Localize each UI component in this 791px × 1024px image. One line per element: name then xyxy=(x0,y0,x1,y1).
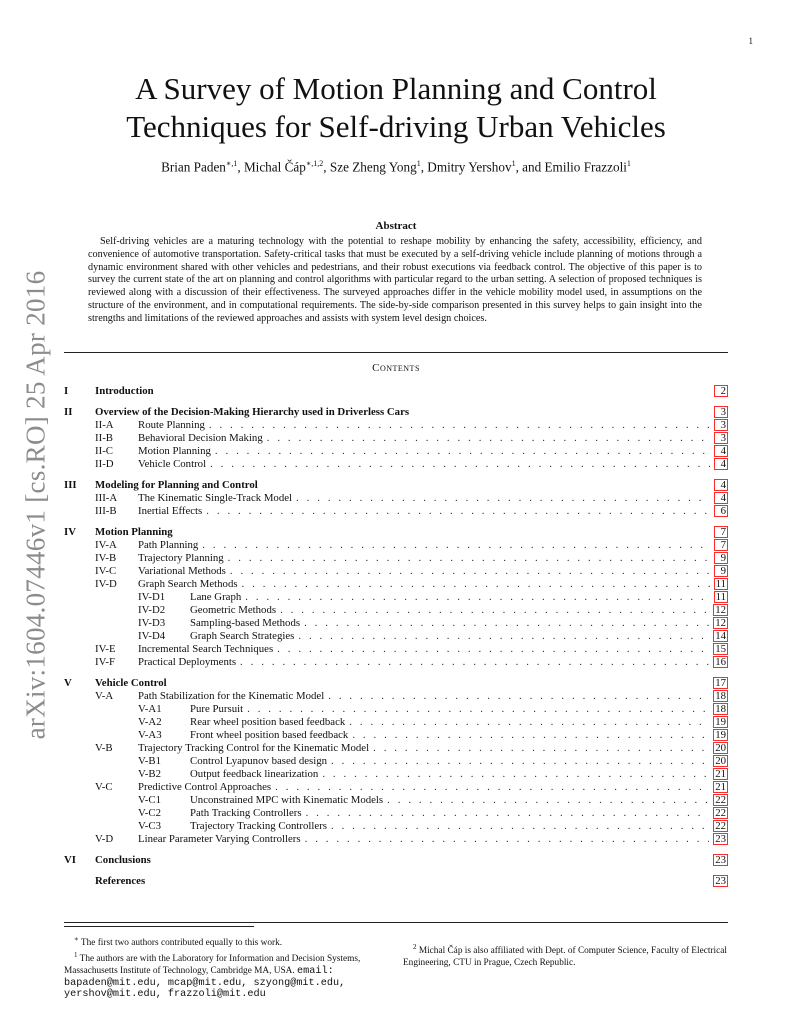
toc-entry[interactable] xyxy=(64,703,728,716)
toc-entry[interactable] xyxy=(64,617,728,630)
toc-leader-dots xyxy=(206,505,710,517)
toc-section-number: IV xyxy=(64,526,76,538)
toc-leader-dots xyxy=(280,604,709,616)
footnote-1: $^1$ The authors are with the Laboratory for Information and Decision Systems, Massachusetts Institute of Technology, Cambridge MA, USA. email: xyxy=(64,950,361,977)
toc-leader-dots xyxy=(306,807,710,819)
toc-page-link[interactable]: 15 xyxy=(715,643,726,655)
toc-entry[interactable] xyxy=(64,742,728,755)
toc-entry-title: Pure Pursuit xyxy=(190,703,244,715)
toc-entry-title: Incremental Search Techniques xyxy=(138,643,274,655)
toc-leader-dots xyxy=(228,552,710,564)
toc-entry[interactable] xyxy=(64,630,728,643)
toc-entry[interactable] xyxy=(64,820,728,833)
toc-entry-title: Vehicle Control xyxy=(138,458,207,470)
author-list xyxy=(64,159,728,175)
author-name: Sze Zheng Yong xyxy=(329,159,417,175)
toc-entry[interactable] xyxy=(64,794,728,807)
toc-leader-dots xyxy=(304,617,709,629)
toc-page-link[interactable]: 23 xyxy=(715,875,726,887)
toc-leader-dots xyxy=(267,432,710,444)
toc-entry-number: III-B xyxy=(95,505,117,517)
toc-page-link[interactable]: 22 xyxy=(715,807,726,819)
author-separator: , xyxy=(323,159,330,175)
toc-entry-title: Inertial Effects xyxy=(138,505,203,517)
toc-entry-title: Practical Deployments xyxy=(138,656,237,668)
toc-entry[interactable] xyxy=(64,505,728,518)
toc-entry-number: V-C2 xyxy=(138,807,162,819)
toc-page-link[interactable]: 12 xyxy=(715,604,726,616)
toc-entry-number: V-B2 xyxy=(138,768,162,780)
toc-entry-number: II-B xyxy=(95,432,113,444)
toc-section-title: Motion Planning xyxy=(95,526,173,538)
toc-section-title: References xyxy=(95,875,146,887)
toc-leader-dots xyxy=(240,656,709,668)
toc-page-link[interactable]: 6 xyxy=(714,505,728,517)
toc-page-link[interactable]: 4 xyxy=(714,445,728,457)
toc-leader-dots xyxy=(373,742,709,754)
toc-entry[interactable] xyxy=(64,604,728,617)
toc-page-link[interactable]: 20 xyxy=(715,742,726,754)
toc-page-link[interactable]: 23 xyxy=(715,854,726,866)
toc-entry[interactable] xyxy=(64,781,728,794)
toc-entry[interactable] xyxy=(64,539,728,552)
toc-entry-number: V-C xyxy=(95,781,113,793)
toc-entry-title: Route Planning xyxy=(138,419,205,431)
toc-leader-dots xyxy=(209,419,710,431)
toc-entry-title: Path Planning xyxy=(138,539,199,551)
toc-entry[interactable] xyxy=(64,656,728,669)
toc-page-link[interactable]: 4 xyxy=(714,479,728,491)
toc-section[interactable] xyxy=(64,854,728,867)
toc-entry-title: Behavioral Decision Making xyxy=(138,432,263,444)
paper-title xyxy=(64,70,728,146)
toc-page-link[interactable]: 11 xyxy=(715,591,726,603)
toc-page-link[interactable]: 19 xyxy=(715,716,726,728)
toc-leader-dots xyxy=(352,729,709,741)
email-label: email: xyxy=(297,965,334,977)
toc-page-link[interactable]: 22 xyxy=(715,820,726,832)
toc-section[interactable] xyxy=(64,406,728,419)
toc-leader-dots xyxy=(305,833,710,845)
toc-section-title: Introduction xyxy=(95,385,154,397)
toc-section-number: V xyxy=(64,677,72,689)
toc-entry-title: Graph Search Methods xyxy=(138,578,238,590)
toc-page-link[interactable]: 4 xyxy=(714,492,728,504)
author-name: Brian Paden xyxy=(161,159,226,175)
author-affiliation-mark: 1 xyxy=(626,159,631,168)
toc-entry-number: IV-D1 xyxy=(138,591,166,603)
toc-leader-dots xyxy=(277,643,709,655)
toc-entry-title: Front wheel position based feedback xyxy=(190,729,349,741)
title-line-2: Techniques for Self-driving Urban Vehicles xyxy=(126,109,666,144)
author-affiliation-mark: ∗,1,2 xyxy=(305,159,324,168)
toc-page-link[interactable]: 3 xyxy=(714,419,728,431)
toc-leader-dots xyxy=(242,578,710,590)
abstract-heading: Abstract xyxy=(375,220,417,232)
toc-section-title: Conclusions xyxy=(95,854,151,866)
toc-page-link[interactable]: 9 xyxy=(714,565,728,577)
author-name: Michal Čáp xyxy=(243,159,306,175)
toc-section-number: I xyxy=(64,385,69,397)
toc-entry-number: IV-B xyxy=(95,552,117,564)
toc-leader-dots xyxy=(296,492,710,504)
toc-entry-title: The Kinematic Single-Track Model xyxy=(138,492,293,504)
toc-entry-title: Motion Planning xyxy=(138,445,211,457)
footnote-rule xyxy=(64,926,254,927)
toc-entry[interactable] xyxy=(64,458,728,471)
footnote-star: ∗ The first two authors contributed equally to this work. xyxy=(74,935,283,949)
toc-page-link[interactable]: 22 xyxy=(715,794,726,806)
toc-entry[interactable] xyxy=(64,807,728,820)
toc-page-link[interactable]: 21 xyxy=(715,781,726,793)
toc-entry[interactable] xyxy=(64,565,728,578)
toc-section-title: Vehicle Control xyxy=(95,677,167,689)
toc-entry[interactable] xyxy=(64,690,728,703)
toc-leader-dots xyxy=(328,690,709,702)
toc-leader-dots xyxy=(247,703,709,715)
toc-entry-title: Graph Search Strategies xyxy=(190,630,295,642)
arxiv-id: arXiv:1604.07446v1 [cs.RO] 25 Apr 2016 xyxy=(20,270,51,740)
toc-entry-number: V-A1 xyxy=(138,703,162,715)
toc-page-link[interactable]: 19 xyxy=(715,729,726,741)
toc-entry-number: IV-D3 xyxy=(138,617,166,629)
toc-entry-title: Trajectory Tracking Control for the Kinematic Model xyxy=(138,742,370,754)
toc-entry-number: V-C3 xyxy=(138,820,162,832)
footnotes-left xyxy=(64,934,390,1001)
toc-page-link[interactable]: 17 xyxy=(715,677,726,689)
toc-entry[interactable] xyxy=(64,768,728,781)
email-list[interactable]: yershov@mit.edu, frazzoli@mit.edu xyxy=(64,989,266,1001)
toc-entry-title: Trajectory Planning xyxy=(138,552,224,564)
toc-leader-dots xyxy=(245,591,709,603)
toc-entry-title: Control Lyapunov based design xyxy=(190,755,328,767)
toc-entry-title: Path Tracking Controllers xyxy=(190,807,302,819)
toc-page-link[interactable]: 7 xyxy=(714,526,728,538)
toc-section-number: III xyxy=(64,479,77,491)
email-list[interactable]: bapaden@mit.edu, mcap@mit.edu, szyong@mit.edu, xyxy=(64,977,346,989)
title-line-1: A Survey of Motion Planning and Control xyxy=(135,71,657,106)
toc-entry-number: IV-D xyxy=(95,578,117,590)
toc-page-link[interactable]: 14 xyxy=(715,630,726,642)
divider xyxy=(64,352,728,353)
toc-entry-title: Lane Graph xyxy=(190,591,242,603)
toc-leader-dots xyxy=(215,445,710,457)
author-affiliation-mark: 1 xyxy=(416,159,421,168)
toc-entry[interactable] xyxy=(64,716,728,729)
author-name: Emilio Frazzoli xyxy=(544,159,627,175)
toc-entry-number: V-B1 xyxy=(138,755,162,767)
toc-entry-title: Sampling-based Methods xyxy=(190,617,301,629)
toc-leader-dots xyxy=(349,716,709,728)
divider xyxy=(64,922,728,923)
toc-page-link[interactable]: 23 xyxy=(715,833,726,845)
toc-leader-dots xyxy=(322,768,709,780)
toc-leader-dots xyxy=(331,755,709,767)
toc-entry[interactable] xyxy=(64,591,728,604)
toc-page-link[interactable]: 9 xyxy=(714,552,728,564)
toc-entry-title: Variational Methods xyxy=(138,565,226,577)
toc-entry-title: Rear wheel position based feedback xyxy=(190,716,346,728)
toc-entry-number: IV-D4 xyxy=(138,630,166,642)
toc-section[interactable] xyxy=(64,479,728,492)
toc-entry-title: Unconstrained MPC with Kinematic Models xyxy=(190,794,384,806)
page-number: 1 xyxy=(748,36,753,46)
toc-page-link[interactable]: 7 xyxy=(714,539,728,551)
author-separator: , xyxy=(420,159,428,175)
toc-page-link[interactable]: 3 xyxy=(714,406,728,418)
toc-entry[interactable] xyxy=(64,755,728,768)
toc-entry-number: V-A3 xyxy=(138,729,162,741)
toc-leader-dots xyxy=(387,794,709,806)
toc-section[interactable] xyxy=(64,526,728,539)
toc-leader-dots xyxy=(331,820,709,832)
toc-entry-title: Predictive Control Approaches xyxy=(138,781,272,793)
table-of-contents xyxy=(64,385,728,888)
toc-page-link[interactable]: 2 xyxy=(714,385,728,397)
toc-leader-dots xyxy=(298,630,709,642)
toc-section[interactable] xyxy=(64,677,728,690)
toc-section-number: VI xyxy=(64,854,76,866)
toc-entry-number: II-D xyxy=(95,458,114,470)
toc-entry-number: IV-C xyxy=(95,565,117,577)
author-separator: , and xyxy=(515,159,545,175)
toc-entry[interactable] xyxy=(64,492,728,505)
author-name: Dmitry Yershov xyxy=(427,159,512,175)
toc-entry[interactable] xyxy=(64,552,728,565)
toc-entry-number: III-A xyxy=(95,492,118,504)
footnotes-right xyxy=(403,942,729,970)
toc-entry-number: IV-F xyxy=(95,656,116,668)
arxiv-stamp xyxy=(6,270,66,740)
toc-section-number: II xyxy=(64,406,73,418)
toc-page-link[interactable]: 21 xyxy=(715,768,726,780)
toc-page-link[interactable]: 18 xyxy=(715,703,726,715)
toc-leader-dots xyxy=(275,781,709,793)
abstract-text: Self-driving vehicles are a maturing technology with the potential to reshape mobility by enhancing the safety, accessibility, efficiency, and convenience of automotive transportation. Safety-critical tasks that must be executed by a self-driving vehicle include planning of motions through a dynamic environment shared with other vehicles and pedestrians, and their robust executions via feedback control. The objective of this paper is to survey the current state of the art on planning and control algorithms with particular regard to the urban setting. A selection of proposed techniques is reviewed along with a discussion of their effectiveness. The surveyed approaches differ in the vehicle mobility model used, in assumptions on the structure of the environment, and in computational requirements. The side-by-side comparison presented in this survey helps to gain insight into the strengths and limitations of the reviewed approaches and assists with system level design choices. xyxy=(88,236,702,324)
toc-entry[interactable] xyxy=(64,578,728,591)
toc-entry-number: V-D xyxy=(95,833,114,845)
toc-entry-number: V-B xyxy=(95,742,113,754)
toc-page-link[interactable]: 20 xyxy=(715,755,726,767)
toc-entry[interactable] xyxy=(64,432,728,445)
toc-page-link[interactable]: 3 xyxy=(714,432,728,444)
author-affiliation-mark: 1 xyxy=(511,159,516,168)
toc-entry-number: V-A xyxy=(95,690,114,702)
toc-entry-number: V-C1 xyxy=(138,794,162,806)
toc-section-title: Modeling for Planning and Control xyxy=(95,479,258,491)
toc-entry-title: Linear Parameter Varying Controllers xyxy=(138,833,301,845)
toc-entry-title: Path Stabilization for the Kinematic Model xyxy=(138,690,325,702)
toc-entry[interactable] xyxy=(64,419,728,432)
toc-leader-dots xyxy=(202,539,710,551)
toc-entry-title: Geometric Methods xyxy=(190,604,277,616)
toc-entry-number: V-A2 xyxy=(138,716,162,728)
toc-leader-dots xyxy=(230,565,710,577)
toc-entry-number: IV-E xyxy=(95,643,116,655)
toc-entry[interactable] xyxy=(64,729,728,742)
author-separator: , xyxy=(237,159,244,175)
toc-entry[interactable] xyxy=(64,643,728,656)
toc-page-link[interactable]: 16 xyxy=(715,656,726,668)
contents-heading: Contents xyxy=(372,362,420,374)
toc-section[interactable] xyxy=(64,875,728,888)
toc-entry-number: II-A xyxy=(95,419,114,431)
toc-entry[interactable] xyxy=(64,833,728,846)
footnote-2: $^2$ Michal Čáp is also affiliated with Dept. of Computer Science, Faculty of Electrical Engineering, CTU in Prague, Czech Republic. xyxy=(403,943,727,968)
toc-entry-number: IV-A xyxy=(95,539,117,551)
toc-entry-title: Trajectory Tracking Controllers xyxy=(190,820,327,832)
toc-entry[interactable] xyxy=(64,445,728,458)
toc-entry-title: Output feedback linearization xyxy=(190,768,319,780)
toc-page-link[interactable]: 4 xyxy=(714,458,728,470)
toc-leader-dots xyxy=(210,458,710,470)
toc-entry-number: IV-D2 xyxy=(138,604,166,616)
toc-page-link[interactable]: 11 xyxy=(715,578,726,590)
toc-page-link[interactable]: 18 xyxy=(715,690,726,702)
toc-page-link[interactable]: 12 xyxy=(715,617,726,629)
toc-section-title: Overview of the Decision-Making Hierarchy used in Driverless Cars xyxy=(95,406,410,418)
author-affiliation-mark: ∗,1 xyxy=(225,159,238,168)
toc-section[interactable] xyxy=(64,385,728,398)
toc-entry-number: II-C xyxy=(95,445,113,457)
